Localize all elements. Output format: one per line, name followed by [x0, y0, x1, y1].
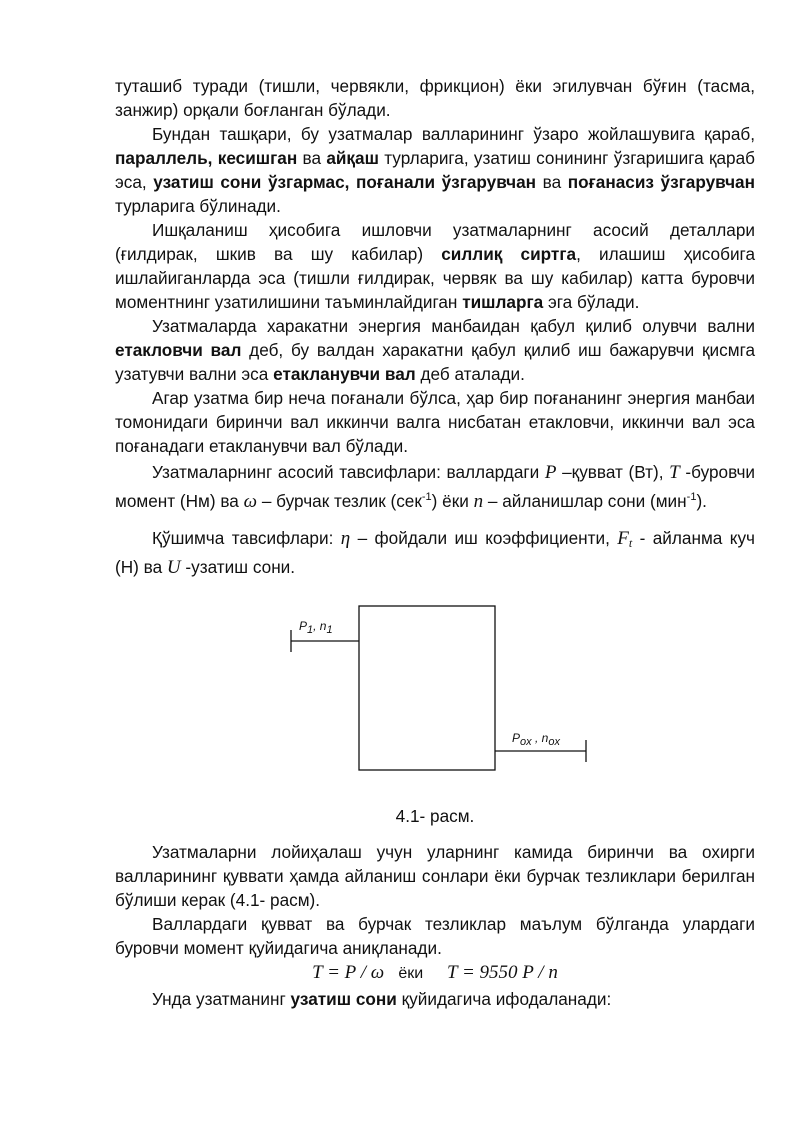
paragraph-4	[115, 314, 755, 386]
bold-term: узатиш сони	[290, 989, 397, 1009]
paragraph-8	[115, 840, 755, 912]
figure-4-1	[115, 600, 755, 790]
symbol-force: F	[617, 528, 629, 549]
formula-right: T = 9550 P / n	[447, 962, 558, 983]
paragraph-5	[115, 386, 755, 458]
paragraph-10	[115, 987, 755, 1011]
paragraph-3	[115, 218, 755, 314]
symbol-eta: η	[340, 528, 351, 549]
paragraph-9	[115, 912, 755, 960]
paragraph-7	[115, 524, 755, 582]
text: Узатмаларда харакатни энергия манбаидан қабул қилиб олувчи вални	[152, 316, 755, 336]
text: Ишқаланиш ҳисобига ишловчи узатмаларнинг асосий деталлари (ғилдирак, шкив ва шу кабилар)	[115, 220, 755, 264]
formula-connector: ёки	[398, 965, 424, 982]
bold-term: узатиш сони ўзгармас, поғанали ўзгарувчан	[153, 172, 537, 192]
text: эга бўлади.	[543, 292, 640, 312]
formula-left: T = P / ω	[312, 962, 385, 983]
text: турларига, узатиш сонининг ўзгаришига қараб эса,	[115, 148, 755, 192]
text: Бундан ташқари, бу узатмалар валларининг ўзаро жойлашувига қараб,	[152, 124, 755, 144]
superscript: -1	[421, 491, 432, 503]
superscript: -1	[686, 491, 697, 503]
bold-term: параллель, кесишган	[115, 148, 298, 168]
torque-formula	[115, 960, 755, 987]
text: P	[512, 731, 521, 745]
text: туташиб туради (тишли, червякли, фрикцион) ёки эгилувчан бўғин (тасма, занжир) орқали боғланган бўлади.	[115, 76, 755, 120]
text: Валлардаги қувват ва бурчак тезликлар маълум бўлганда улардаги буровчи момент қуйидагича аниқланади.	[115, 914, 755, 958]
text: –қувват (Вт),	[556, 462, 670, 482]
symbol-ratio: U	[166, 557, 181, 578]
text: Узатмаларнинг асосий тавсифлари: валлардаги	[152, 462, 545, 482]
text: -узатиш сони.	[180, 557, 296, 577]
paragraph-1	[115, 74, 755, 122]
bold-term: етакланувчи вал	[273, 364, 416, 384]
transmission-block-diagram	[115, 600, 755, 790]
text: ва	[536, 172, 568, 192]
text: , илашиш ҳисобига ишлайиганларда эса (тишли ғилдирак, червяк ва шу кабилар) катта буровчи моментнинг узатилишини таъминлайдиган	[115, 244, 756, 312]
symbol-power: P	[544, 462, 557, 483]
text: деб аталади.	[415, 364, 525, 384]
text: - айланма куч (Н) ва	[115, 528, 755, 577]
text: Агар узатма бир неча поғанали бўлса, ҳар бир поғананинг энергия манбаи томонидаги биринчи вал иккинчи валга нисбатан етакловчи, иккинчи вал эса поғанадаги етакланувчи вал бўлади.	[115, 388, 755, 456]
subscript: t	[628, 536, 633, 550]
text: -буровчи момент (Нм) ва	[115, 462, 756, 511]
document-page	[115, 74, 755, 1011]
bold-term: силлиқ сиртга	[441, 244, 577, 264]
subscript: ox	[548, 736, 560, 748]
text: , n	[531, 731, 549, 745]
text: – бурчак тезлик (сек	[257, 491, 422, 511]
text: деб, бу валдан харакатни қабул қилиб иш бажарувчи қисмга узатувчи вални эса	[115, 340, 756, 384]
subscript: 1	[307, 624, 314, 636]
figure-caption: 4.1- расм.	[395, 806, 475, 826]
input-shaft-label	[299, 614, 333, 638]
text: ва	[297, 148, 327, 168]
bold-term: поғанасиз ўзгарувчан	[567, 172, 755, 192]
text: қуйидагича ифодаланади:	[396, 989, 612, 1009]
subscript: ox	[520, 736, 532, 748]
bold-term: етакловчи вал	[115, 340, 242, 360]
symbol-n: n	[473, 491, 484, 512]
text: Узатмаларни лойиҳалаш учун уларнинг камида биринчи ва охирги валларининг қуввати ҳамда айланиш сонлари ёки бурчак тезликлари берилган бўлиши керак (4.1- расм).	[115, 842, 755, 910]
text: P	[299, 619, 308, 633]
text: турларига бўлинади.	[115, 196, 281, 216]
bold-term: тишларга	[462, 292, 544, 312]
text: , n	[313, 619, 327, 633]
text: Қўшимча тавсифлари:	[152, 528, 341, 548]
text: – фойдали иш коэффициенти,	[350, 528, 618, 548]
symbol-torque: T	[669, 462, 680, 483]
text: Унда узатманинг	[152, 989, 291, 1009]
symbol-omega: ω	[243, 491, 258, 512]
text: ).	[696, 491, 707, 511]
paragraph-2	[115, 122, 755, 218]
text: – айланишлар сони (мин	[483, 491, 687, 511]
subscript: 1	[326, 624, 333, 636]
output-shaft-label	[512, 726, 560, 750]
text: ) ёки	[431, 491, 474, 511]
transmission-box	[359, 606, 495, 770]
bold-term: айқаш	[326, 148, 379, 168]
paragraph-6	[115, 458, 755, 516]
